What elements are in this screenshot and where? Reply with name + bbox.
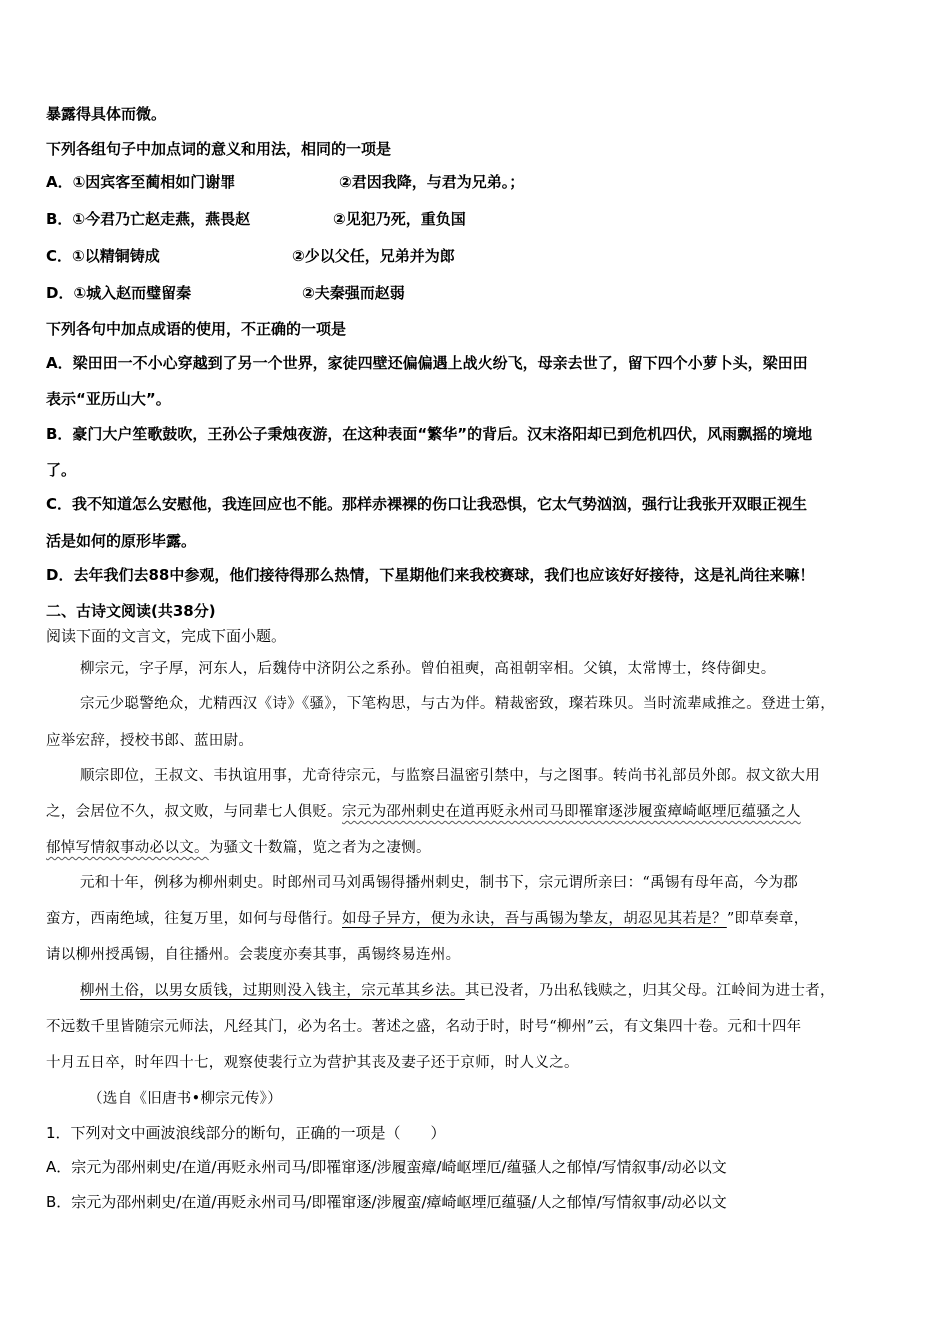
idiom-option-b-line1: B．豪门大户笙歌鼓吹，王孙公子秉烛夜游，在这种表面“繁华”的背后。汉末洛阳却已到危机四伏，风雨飘摇的境地 [46, 425, 813, 443]
passage-paragraph-2-line1: 宗元少聪警绝众，尤精西汉《诗》《骚》，下笔构思，与古为伴。精裁密致，璨若珠贝。当时流辈咸推之。登进士第， [80, 696, 836, 712]
passage-paragraph-4-line3: 请以柳州授禹锡，自往播州。会裴度亦奏其事，禹锡终易连州。 [46, 947, 461, 963]
passage-paragraph-1: 柳宗元，字子厚，河东人，后魏侍中济阴公之系孙。曾伯祖奭，高祖朝宰相。父镇，太常博士，终侍御史。 [80, 661, 776, 677]
option-c-second: ②少以父任，兄弟并为郎 [292, 247, 455, 265]
option-d-function-words [46, 283, 405, 303]
passage-paragraph-5-line3: 十月五日卒，时年四十七，观察使裴行立为营护其丧及妻子还于京师，时人义之。 [46, 1055, 579, 1071]
p3-tail-text: 为骚文十数篇，览之者为之凄恻。 [208, 840, 431, 856]
option-d-first: D．①城入赵而璧留秦 [46, 284, 192, 302]
question-1-option-b: B．宗元为邵州刺史/在道/再贬永州司马/即罹窜逐/涉履蛮/瘴崎岖堙厄蕴骚/人之郁悼/写情叙事/动必以文 [46, 1193, 727, 1211]
question-1-option-a: A．宗元为邵州刺史/在道/再贬永州司马/即罹窜逐/涉履蛮瘴/崎岖堙厄/蕴骚人之郁悼/写情叙事/动必以文 [46, 1158, 727, 1176]
wavy-underlined-text-end: 郁悼写情叙事动必以文。 [46, 840, 209, 856]
passage-source: （选自《旧唐书•柳宗元传》） [88, 1091, 283, 1107]
idiom-option-a-line1: A．梁田田一不小心穿越到了另一个世界，家徒四壁还偏偏遇上战火纷飞，母亲去世了，留下四个小萝卜头，梁田田 [46, 354, 808, 372]
option-c-function-words [46, 246, 455, 266]
passage-paragraph-3-line3 [46, 838, 431, 858]
passage-paragraph-4-line2 [46, 909, 809, 929]
question-stem-function-words: 下列各组句子中加点词的意义和用法，相同的一项是 [46, 140, 392, 158]
reading-instruction: 阅读下面的文言文，完成下面小题。 [46, 627, 287, 645]
section-heading: 二、古诗文阅读(共38分) [46, 602, 216, 620]
idiom-option-a-line2: 表示“亚历山大”。 [46, 390, 171, 408]
option-a-second: ②君因我降，与君为兄弟。； [339, 173, 525, 191]
question-stem-idioms: 下列各句中加点成语的使用，不正确的一项是 [46, 320, 347, 338]
passage-paragraph-4-line1: 元和十年，例移为柳州刺史。时郎州司马刘禹锡得播州刺史，制书下，宗元谓所亲曰：“禹锡有母年高，今为郡 [80, 875, 799, 891]
underlined-sentence-2: 柳州土俗，以男女质钱，过期则没入钱主，宗元革其乡法。 [80, 983, 465, 999]
option-c-first: C．①以精铜铸成 [46, 247, 160, 265]
idiom-option-c-line1: C．我不知道怎么安慰他，我连回应也不能。那样赤裸裸的伤口让我恐惧，它太气势汹汹，强行让我张开双眼正视生 [46, 495, 808, 513]
option-d-second: ②夫秦强而赵弱 [302, 284, 405, 302]
passage-paragraph-3-line1: 顺宗即位，王叔文、韦执谊用事，尤奇待宗元，与监察吕温密引禁中，与之图事。转尚书礼部员外郎。叔文欲大用 [80, 768, 820, 784]
p4-plain-text: 蛮方，西南绝域，往复万里，如何与母偕行。 [46, 911, 342, 927]
passage-paragraph-2-line2: 应举宏辞，授校书郎、蓝田尉。 [46, 733, 254, 749]
passage-paragraph-5-line2: 不远数千里皆随宗元师法，凡经其门，必为名士。著述之盛，名动于时，时号“柳州”云，有文集四十卷。元和十四年 [46, 1019, 802, 1035]
idiom-option-d: D．去年我们去88中参观，他们接待得那么热情，下星期他们来我校赛球，我们也应该好好接待，这是礼尚往来嘛！ [46, 566, 815, 584]
option-b-first: B．①今君乃亡赵走燕，燕畏赵 [46, 210, 251, 228]
option-b-second: ②见犯乃死，重负国 [333, 210, 466, 228]
question-1-stem: 1．下列对文中画波浪线部分的断句，正确的一项是（ ） [46, 1124, 446, 1142]
underlined-sentence-1: 如母子异方，便为永诀，吾与禹锡为挚友，胡忍见其若是？ [342, 911, 727, 927]
passage-paragraph-5-line1 [80, 981, 835, 1001]
option-a-first: A．①因宾客至蔺相如门谢罪 [46, 173, 236, 191]
idiom-option-b-line2: 了。 [46, 461, 77, 479]
passage-paragraph-3-line2 [46, 802, 801, 822]
intro-tail: 暴露得具体而微。 [46, 105, 167, 123]
idiom-option-c-line2: 活是如何的原形毕露。 [46, 532, 197, 550]
option-b-function-words [46, 209, 466, 229]
option-a-function-words [46, 172, 525, 192]
p3-plain-text: 之，会居位不久，叔文败，与同辈七人俱贬。 [46, 804, 342, 820]
p5-plain-text: 其已没者，乃出私钱赎之，归其父母。江岭间为进士者， [464, 983, 835, 999]
p4-plain-text-2: ”即草奏章， [726, 911, 809, 927]
wavy-underlined-text: 宗元为邵州刺史在道再贬永州司马即罹窜逐涉履蛮瘴崎岖堙厄蕴骚之人 [342, 804, 801, 820]
